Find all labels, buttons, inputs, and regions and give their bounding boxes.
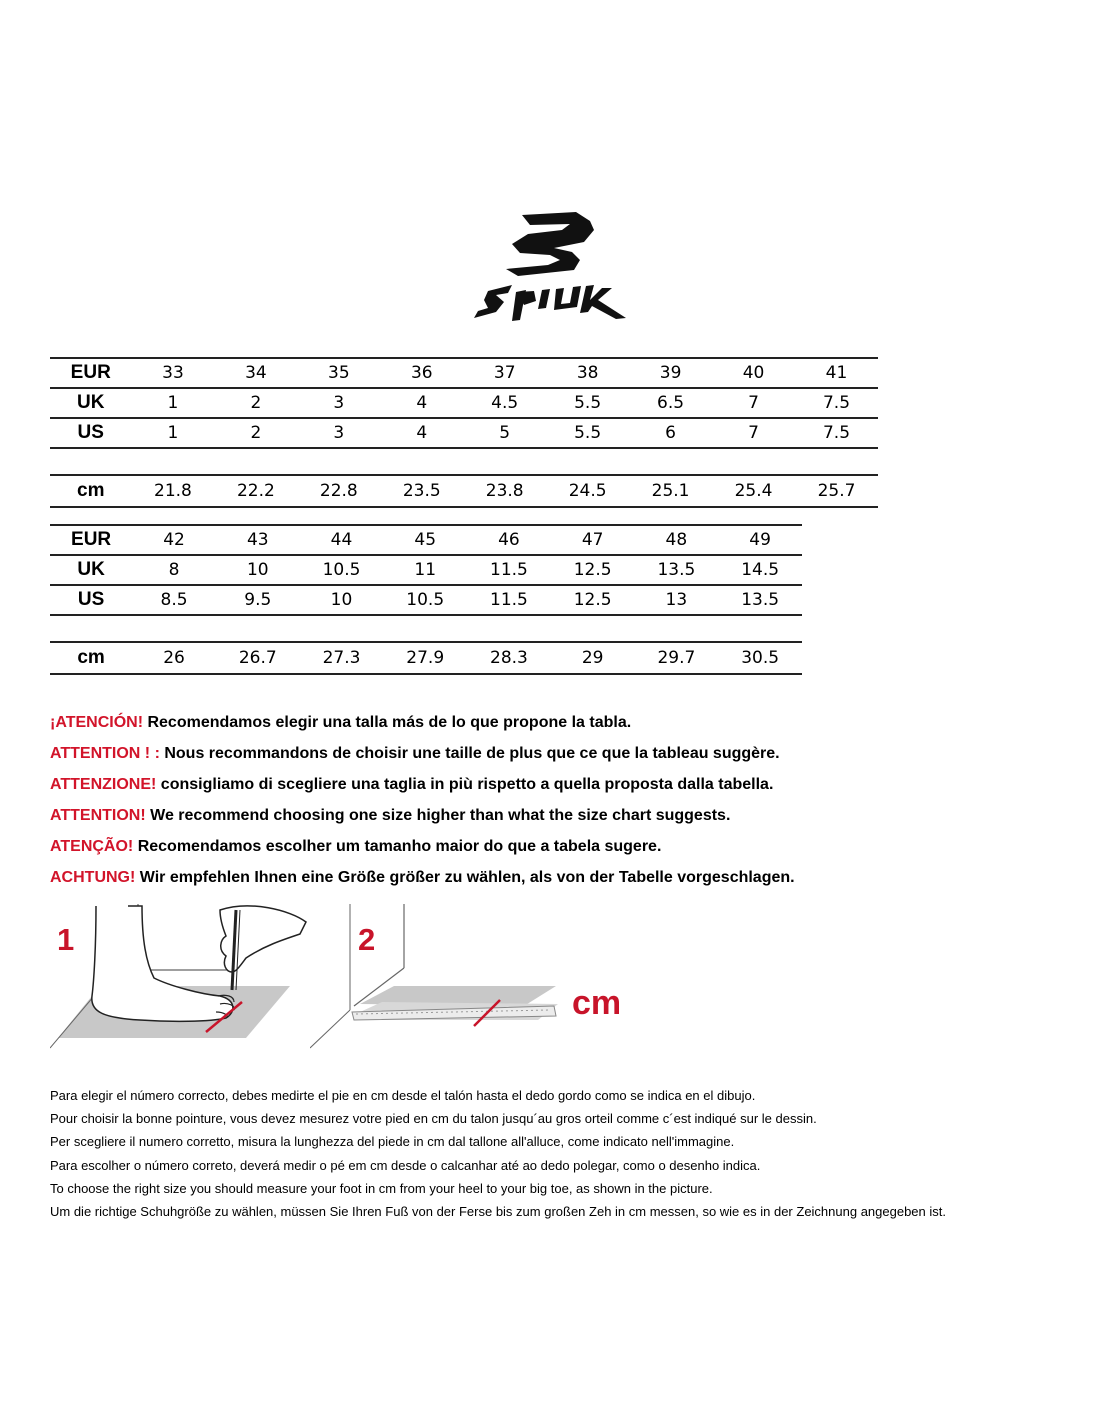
size-cell: 8 xyxy=(132,555,216,585)
warning-pt xyxy=(50,834,1050,865)
warning-text: We recommend choosing one size higher than what the size chart suggests. xyxy=(145,807,731,824)
size-cell: 27.3 xyxy=(300,642,384,674)
size-cell: 13.5 xyxy=(718,585,802,615)
size-cell: 25.4 xyxy=(712,475,795,507)
row-label: US xyxy=(50,585,132,615)
size-cell: 23.8 xyxy=(463,475,546,507)
size-cell: 4 xyxy=(380,418,463,448)
size-table-bottom xyxy=(50,524,802,675)
instruction-de: Um die richtige Schuhgröße zu wählen, müssen Sie Ihren Fuß von der Ferse bis zum großen Zeh in cm messen, so wie es in der Zeichnung angegeben ist. xyxy=(50,1203,946,1219)
table-row-us xyxy=(50,418,878,448)
spiuk-s-logo-icon xyxy=(466,208,632,326)
warning-label: ATTENTION ! : xyxy=(50,745,160,762)
size-cell: 29.7 xyxy=(635,642,719,674)
warning-de xyxy=(50,865,1050,896)
size-cell: 21.8 xyxy=(131,475,214,507)
size-cell: 24.5 xyxy=(546,475,629,507)
size-cell: 13 xyxy=(635,585,719,615)
warning-it xyxy=(50,772,1050,803)
size-cell: 10.5 xyxy=(383,585,467,615)
instruction-fr: Pour choisir la bonne pointure, vous devez mesurez votre pied en cm du talon jusqu´au gros orteil comme c´est indiqué sur le dessin. xyxy=(50,1111,817,1127)
instruction-en: To choose the right size you should measure your foot in cm from your heel to your big toe, as shown in the picture. xyxy=(50,1180,713,1196)
size-cell: 30.5 xyxy=(718,642,802,674)
table-row-uk xyxy=(50,555,802,585)
unit-label: cm xyxy=(572,984,622,1022)
size-cell: 41 xyxy=(795,358,878,388)
warning-text: Recomendamos escolher um tamanho maior do que a tabela sugere. xyxy=(133,838,662,855)
size-cell: 44 xyxy=(300,525,384,555)
size-cell: 10 xyxy=(216,555,300,585)
warning-text: consigliamo di scegliere una taglia in più rispetto a quella proposta dalla tabella. xyxy=(156,776,774,793)
size-cell: 7.5 xyxy=(795,418,878,448)
size-cell: 43 xyxy=(216,525,300,555)
row-label: EUR xyxy=(50,525,132,555)
size-cell: 3 xyxy=(297,388,380,418)
size-cell: 7 xyxy=(712,418,795,448)
size-cell: 9.5 xyxy=(216,585,300,615)
size-cell: 27.9 xyxy=(383,642,467,674)
size-cell: 25.1 xyxy=(629,475,712,507)
table-row-uk xyxy=(50,388,878,418)
size-cell: 49 xyxy=(718,525,802,555)
size-cell: 2 xyxy=(214,388,297,418)
step-number: 2 xyxy=(358,922,376,957)
warning-list xyxy=(50,710,1050,896)
size-cell: 8.5 xyxy=(132,585,216,615)
size-cell: 45 xyxy=(383,525,467,555)
warning-label: ATTENZIONE! xyxy=(50,776,157,793)
size-cell: 5 xyxy=(463,418,546,448)
warning-text: Wir empfehlen Ihnen eine Größe größer zu wählen, als von der Tabelle vorgeschlagen. xyxy=(135,869,795,886)
size-cell: 34 xyxy=(214,358,297,388)
row-label: cm xyxy=(50,475,131,507)
size-cell: 7 xyxy=(712,388,795,418)
warning-en xyxy=(50,803,1050,834)
size-cell: 37 xyxy=(463,358,546,388)
table-row-cm xyxy=(50,475,878,507)
row-label: UK xyxy=(50,388,131,418)
step-number: 1 xyxy=(57,922,75,957)
table-row-eur xyxy=(50,358,878,388)
size-cell: 3 xyxy=(297,418,380,448)
size-cell: 38 xyxy=(546,358,629,388)
size-cell: 40 xyxy=(712,358,795,388)
size-cell: 33 xyxy=(131,358,214,388)
size-cell: 5.5 xyxy=(546,418,629,448)
measure-step-2 xyxy=(310,900,630,1050)
size-cell: 11.5 xyxy=(467,585,551,615)
table-row-cm xyxy=(50,642,802,674)
measure-instructions xyxy=(50,1086,1090,1225)
size-cell: 10 xyxy=(300,585,384,615)
size-cell: 11 xyxy=(383,555,467,585)
warning-fr xyxy=(50,741,1050,772)
size-cell: 22.2 xyxy=(214,475,297,507)
size-cell: 26 xyxy=(132,642,216,674)
size-cell: 10.5 xyxy=(300,555,384,585)
size-cell: 48 xyxy=(635,525,719,555)
size-cell: 1 xyxy=(131,388,214,418)
row-label: EUR xyxy=(50,358,131,388)
warning-text: Recomendamos elegir una talla más de lo que propone la tabla. xyxy=(143,714,632,731)
size-cell: 11.5 xyxy=(467,555,551,585)
table-spacer xyxy=(50,615,802,642)
warning-text: Nous recommandons de choisir une taille de plus que ce que la tableau suggère. xyxy=(159,745,780,762)
warning-label: ¡ATENCIÓN! xyxy=(50,714,144,731)
size-cell: 13.5 xyxy=(635,555,719,585)
row-label: UK xyxy=(50,555,132,585)
size-cell: 7.5 xyxy=(795,388,878,418)
size-cell: 28.3 xyxy=(467,642,551,674)
size-cell: 12.5 xyxy=(551,585,635,615)
table-spacer xyxy=(50,448,878,475)
size-cell: 29 xyxy=(551,642,635,674)
size-cell: 12.5 xyxy=(551,555,635,585)
size-cell: 4 xyxy=(380,388,463,418)
size-cell: 42 xyxy=(132,525,216,555)
size-cell: 1 xyxy=(131,418,214,448)
warning-label: ATENÇÃO! xyxy=(50,838,134,855)
ruler-on-floor-icon xyxy=(310,900,630,1050)
table-row-us xyxy=(50,585,802,615)
row-label: US xyxy=(50,418,131,448)
size-cell: 5.5 xyxy=(546,388,629,418)
table-row-eur xyxy=(50,525,802,555)
size-cell: 14.5 xyxy=(718,555,802,585)
foot-measuring-icon xyxy=(50,900,320,1050)
size-cell: 39 xyxy=(629,358,712,388)
size-cell: 6 xyxy=(629,418,712,448)
instruction-it: Per scegliere il numero corretto, misura la lunghezza del piede in cm dal tallone all'alluce, come indicato nell'immagine. xyxy=(50,1134,735,1150)
size-cell: 4.5 xyxy=(463,388,546,418)
size-cell: 36 xyxy=(380,358,463,388)
size-cell: 46 xyxy=(467,525,551,555)
size-cell: 47 xyxy=(551,525,635,555)
size-cell: 25.7 xyxy=(795,475,878,507)
warning-label: ATTENTION! xyxy=(50,807,146,824)
instruction-pt: Para escolher o número correto, deverá medir o pé em cm desde o calcanhar até ao dedo polegar, como o desenho indica. xyxy=(50,1157,761,1173)
warning-es xyxy=(50,710,1050,741)
row-label: cm xyxy=(50,642,132,674)
brand-logo xyxy=(466,208,632,326)
size-cell: 35 xyxy=(297,358,380,388)
warning-label: ACHTUNG! xyxy=(50,869,136,886)
measure-step-1 xyxy=(50,900,320,1050)
size-cell: 22.8 xyxy=(297,475,380,507)
size-cell: 23.5 xyxy=(380,475,463,507)
size-cell: 2 xyxy=(214,418,297,448)
size-cell: 6.5 xyxy=(629,388,712,418)
size-cell: 26.7 xyxy=(216,642,300,674)
instruction-es: Para elegir el número correcto, debes medirte el pie en cm desde el talón hasta el dedo gordo como se indica en el dibujo. xyxy=(50,1088,756,1103)
size-table-top xyxy=(50,357,878,508)
